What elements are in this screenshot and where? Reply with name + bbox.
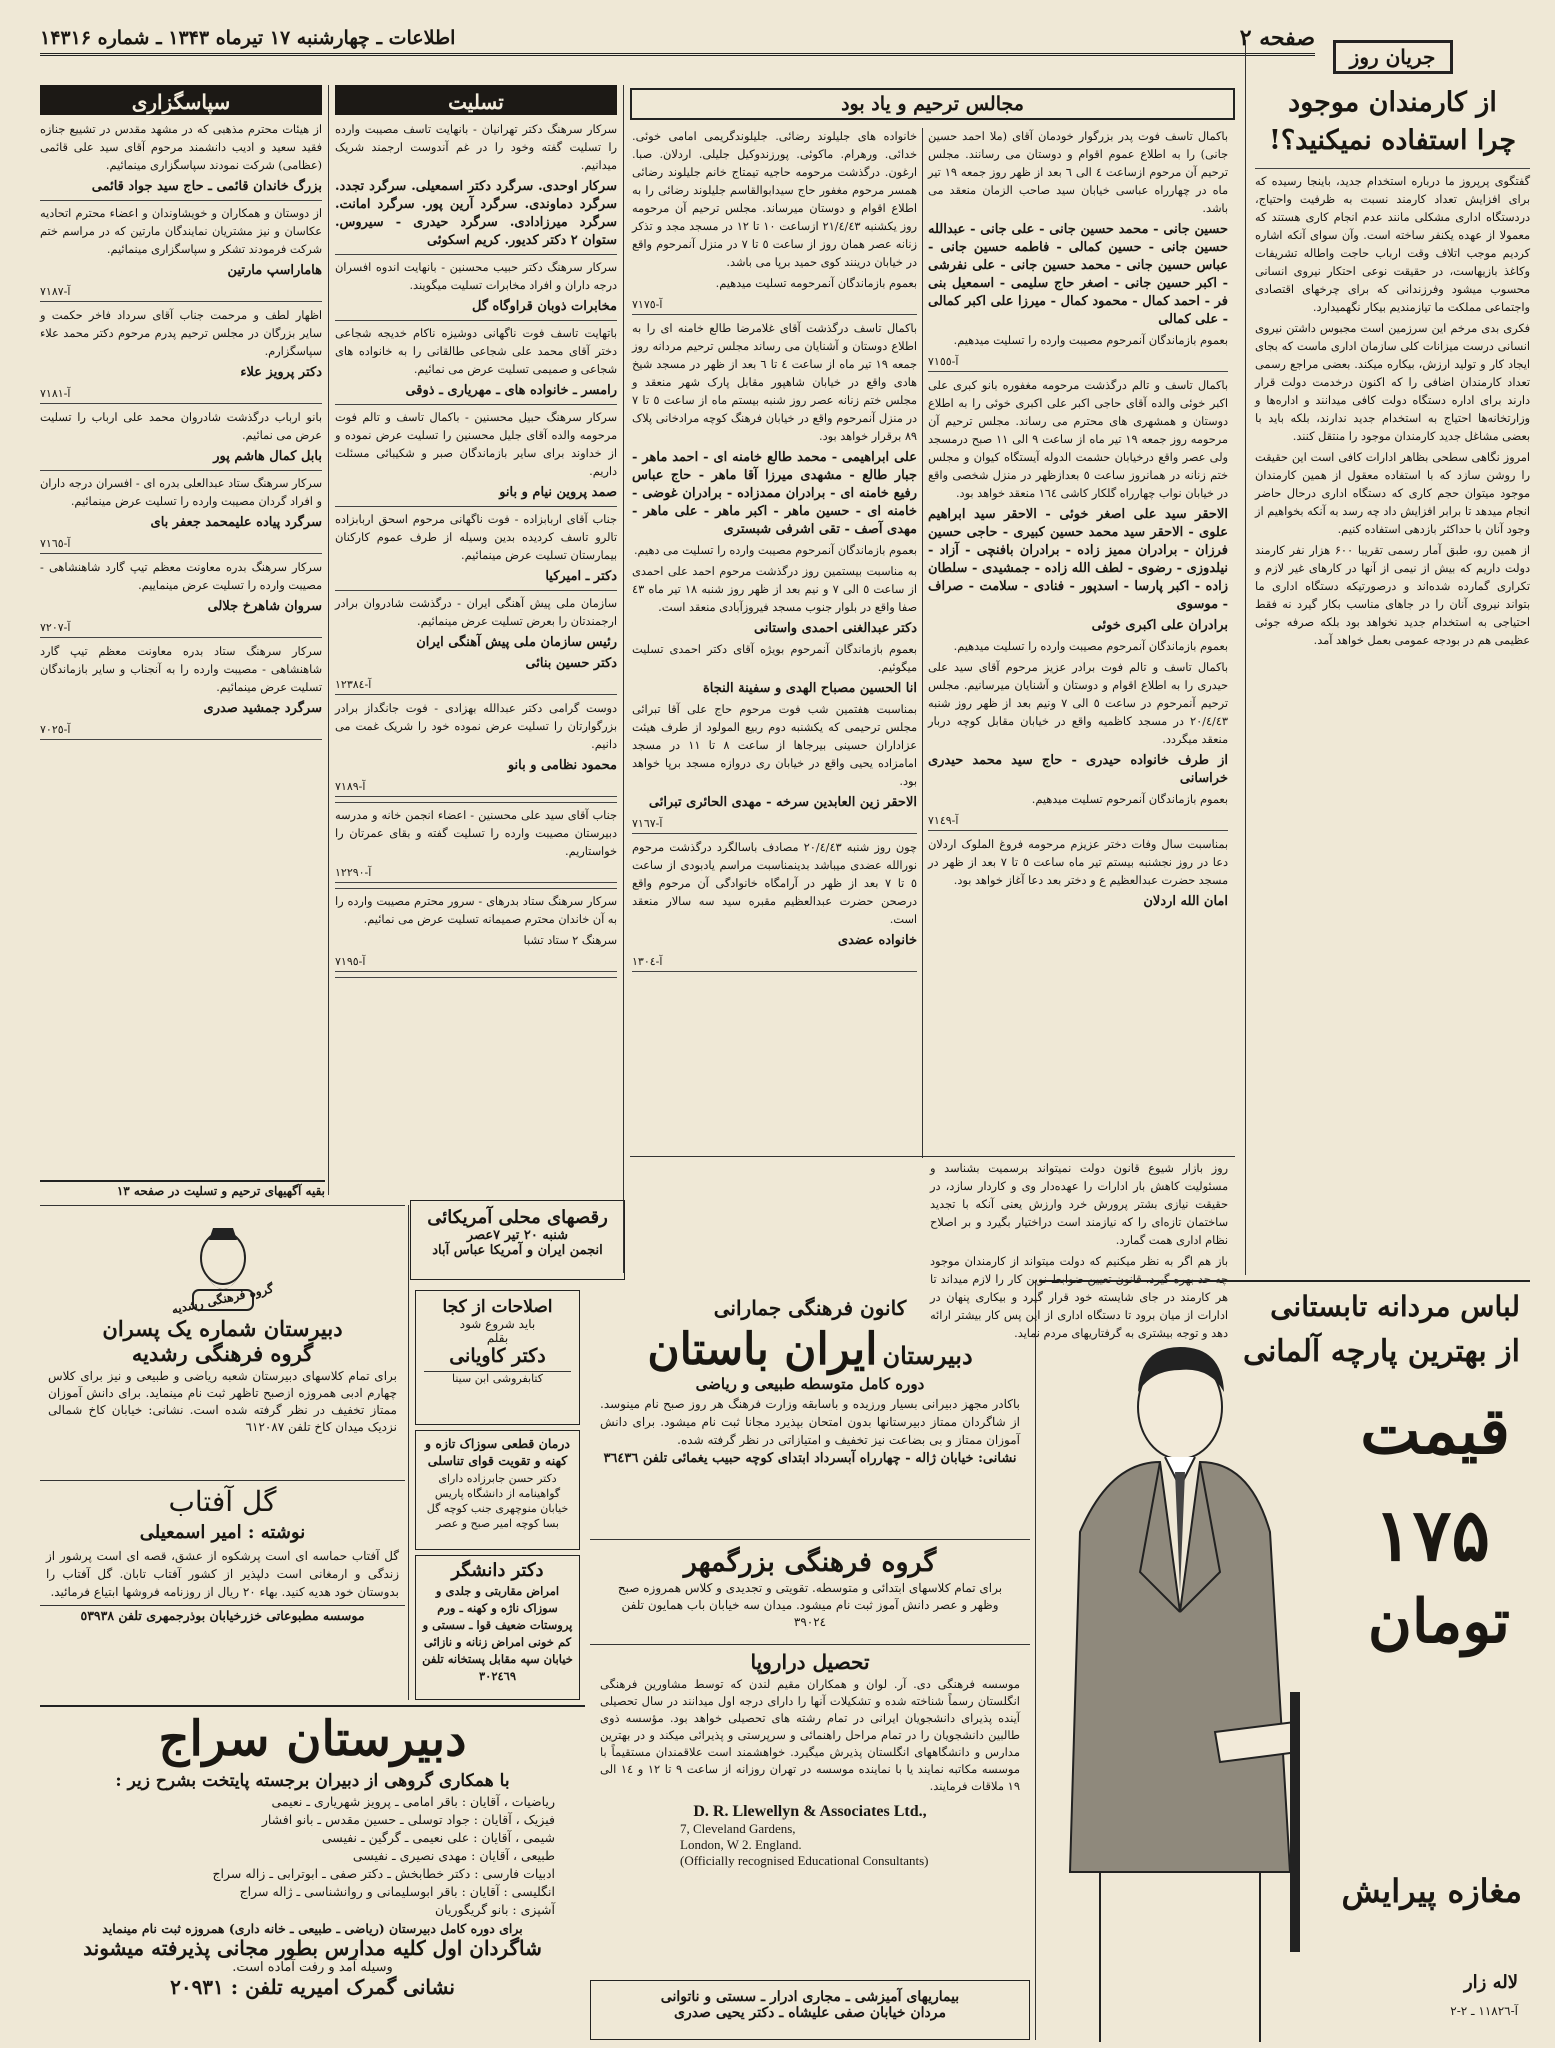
tasliat-item: صمد پروین نیام و بانو (499, 485, 617, 500)
sepas-footer: بقیه آگهیهای ترحیم و تسلیت در صفحه ۱۳ (40, 1180, 325, 1198)
ad-code: آ-٧٠٢٥ (40, 721, 322, 740)
seraj-b1: برای دوره کامل دبیرستان (ریاضی ـ طبیعی ـ خانه داری) همروزه ثبت نام مینماید (102, 1921, 523, 1936)
seraj-title: دبیرستان سراج (158, 1711, 467, 1767)
tasliat-item: سرکار سرهنگ ستاد بدرهای - سرور محترم مصیبت وارده را به آن خاندان محترم صمیمانه تسلیت عرض می نمائیم. (335, 895, 617, 926)
sepas-column (40, 85, 322, 1175)
divider (40, 470, 322, 471)
bozorgmehr-title: گروه فرهنگی بزرگمهر (683, 1547, 937, 1578)
gol-title: گل آفتاب (168, 1485, 277, 1518)
iranbastan-t1: کانون فرهنگی جمارانی (713, 1296, 907, 1320)
tasliat-item: جناب آقای سید علی محسنین - اعضاء انجمن خانه و مدرسه دبیرستان مصیبت وارده را تسلیت گفته و بقای عمرتان را خواستاریم. (335, 809, 617, 858)
safi-l2: مردان خیابان صفی علیشاه ـ دکتر یحیی صدری (673, 2005, 946, 2021)
tasliat-item: دکتر حسین بنائی (525, 656, 617, 671)
rule (328, 85, 329, 1195)
gol-author: نوشته : امیر اسمعیلی (139, 1522, 306, 1543)
tasliat-item: دکتر ـ امیرکیا (545, 569, 617, 584)
obit-item: برادران علی اکبری خوئی (1091, 618, 1228, 633)
tasliat-column (335, 85, 617, 1185)
roshdieh-body: برای تمام کلاسهای دبیرستان شعبه ریاضی و طبیعی و نیز برای کلاس چهارم ادبی همروزه ازصبح تاظهر ثبت نام مینماید. برای دانش آموزان ممتاز تخفیف در نظر گرفته شده است. نشانی: خیابان کاخ شمالی نزدیک میدان کاخ تلفن ٦١٢٠٨٧ (48, 1369, 397, 1434)
tasliat-item: سازمان ملی پیش آهنگی ایران - درگذشت شادروان برادر ارجمندتان را بعرض تسلیت عرض مینمائیم. (335, 597, 617, 628)
obit-item: به مناسبت بیستمین روز درگذشت مرحوم احمد علی احمدی از ساعت ٥ الی ٧ و نیم بعد از ظهر روز شنبه ١٨ تیر ماه ٤٣ صفا واقع در بلوار جنوب مسجد فیروزآبادی منعقد است. (632, 565, 917, 614)
obit-item: دکتر عبدالغنی احمدی واستانی (753, 621, 917, 636)
jarian-p4: از همین رو، طبق آمار رسمی تقریبا ۶۰۰ هزار نفر کارمند دولت داریم که بیش از نیمی از آنها در کارهای غیر لازم و تکراری گمارده شده‌اند و درصورتیکه دستگاه اداری ما بتواند نیروی آنان را در جاهای مناسب بکار گیرد نه فقط احتیاجی به استخدام جدید نخواهد بود بلکه صرفه جوئی عظیمی هم در بودجه عمومی بعمل خواهد آمد. (1255, 544, 1530, 647)
rule (623, 85, 624, 1273)
suit-t2: از بهترین پارچه آلمانی (1242, 1334, 1520, 1369)
roshdieh-title2: گروه فرهنگی رشدیه (131, 1341, 314, 1366)
tasliat-banner: تسلیت (335, 85, 617, 115)
sepas-item: بابل کمال هاشم پور (213, 449, 322, 464)
sepas-item: هاماراسپ مارتین (227, 263, 322, 278)
sepas-item: از هیئات محترم مذهبی که در مشهد مقدس در تشییع جنازه فقید سعید و ادیب دانشمند مرحوم آقای سید علی قائمی (عظامی) شرکت نمودند سپاسگزاری مینمائیم. (40, 123, 322, 172)
safi-doctor-ad (590, 1980, 1030, 2040)
ad-code: آ-٧١٤٩ (928, 812, 1228, 831)
seraj-teacher-line: ادبیات فارسی : دکتر خطابخش ـ دکتر صفی ـ ابوترابی ـ زاله سراج (212, 1866, 555, 1881)
jarian-p5: روز بازار شیوع قانون دولت نمیتواند برسمیت بشناسد و مسئولیت کاهش بار ادارات را عهده‌دار وی و کاردار سازد، در حقیقت نیازی بشتر پرورش خرد وارزش یعنی آنکه با تجدید ساختمان تازه‌ای را که نیازمند است دراختیار بگیرد و بر اصلاح نظام اداری همت گمارد. (930, 1162, 1228, 1247)
seraj-ad (40, 1705, 585, 2040)
urup-en2: 7, Cleveland Gardens, (680, 1821, 796, 1836)
seraj-teacher-line: ریاضیات ، آقایان : باقر امامی ـ پرویز شهریاری ـ نعیمی (271, 1794, 555, 1809)
divider (335, 320, 617, 321)
sepas-item: بانو ارباب درگذشت شادروان محمد علی ارباب را تسلیت عرض می نمائیم. (40, 411, 322, 442)
urup-en1: D. R. Llewellyn & Associates Ltd., (693, 1803, 927, 1820)
darman-body: دکتر حسن جابرزاده دارای گواهینامه از دانشگاه پاریس خیابان منوچهری جنب کوچه گل بسا کوچه امیر صبح و عصر (426, 1472, 569, 1530)
europe-study-ad (590, 1650, 1030, 1975)
obit-item: بمناسبت هفتمین شب فوت مرحوم حاج علی آقا تبرائی مجلس ترحیمی که یکشنبه دوم ربیع المولود از طرف هیئت عزاداران حسینی بیرجاها از ساعت ٨ تا ١١ در مسجد امامزاده یحیی واقع در خیابان ری دروازه مسجد برپا خواهد بود. (632, 703, 917, 788)
obit-item: بعموم بازماندگان آنمرحوم مصیبت وارده را تسلیت میدهیم. (953, 334, 1228, 347)
obit-item: علی ابراهیمی - محمد طالع خامنه ای - احمد ماهر - جبار طالع - مشهدی میرزا آقا ماهر - حاج عباس رفیع خامنه ای - برادران ممدزاده - برادران غوضی - خامنه ای - حسین ماهر - اکبر ماهر - علی ماهر - مهدی آصف - تقی اشرفی شبستری (632, 450, 917, 537)
eslahat-title: اصلاحات از کجا (442, 1297, 553, 1317)
jarian-title-1: از کارمندان موجود (1288, 87, 1497, 118)
rule (408, 1205, 409, 1700)
obit-item: باکمال تاسف و تالم درگذشت مرحومه مغفوره بانو کبری علی اکبر خوئی والده آقای حاجی اکبر علی اکبری خوئی را به اطلاع دوستان و همشهری های محترم می رساند. مجلس ترحیم آن مرحومه روز جمعه ١٩ تیر ماه از ساعت ٩ الی ١١ صبح درمسجد ولی عصر واقع درخیابان حشمت الدوله آیستگاه کیوان و مجلس ختم زنانه در همانروز ساعت ٥ بعدازظهر در منزل شخصی واقع در خیابان نواب چهارراه گلکار کاشی ١٦٤ منعقد خواهد بود. (928, 379, 1228, 500)
suit-ad (1040, 1280, 1530, 2040)
tasliat-item: باتهایت تاسف فوت ناگهانی دوشیزه ناکام خدیجه شجاعی دختر آقای محمد علی شجاعی طالقانی را به خانواده های شجاعی و صمیمی تسلیت عرض می نمائیم. (335, 327, 617, 376)
obit-item: بعموم بازماندگان آنمرحوم تسلیت میدهیم. (1031, 793, 1228, 806)
obit-item: الاحقر زین العابدین سرخه - مهدی الحائری تبرائی (648, 795, 917, 810)
sepas-item: دکتر پرویز علاء (240, 365, 322, 380)
ad-code: آ-٧١٧٥ (632, 296, 917, 315)
seraj-teacher-line: انگلیسی : آقایان : باقر ابوسلیمانی و روانشناسی ـ ژاله سراج (239, 1884, 555, 1899)
sepas-item: بزرگ خاندان قائمی ـ حاج سید جواد قائمی (91, 179, 322, 194)
raqs-ad (410, 1200, 625, 1280)
divider (335, 888, 617, 889)
obit-item: بعموم بازماندگان آنمرحوم بویژه آقای دکتر احمدی تسلیت میگوئیم. (632, 643, 917, 674)
man-in-suit-illustration-icon (1040, 1312, 1300, 2042)
obit-item: امان الله اردلان (1143, 894, 1228, 909)
tasliat-item: سرکار سرهنگ دکتر تهرانیان - بانهایت تاسف مصیبت وارده را تسلیت گفته وخود را در غم آندوست ارجمند شریک میدانیم. (335, 123, 617, 172)
seraj-teacher-line: فیزیک ، آقایان : جواد توسلی ـ حسین مقدس ـ بانو افشار (261, 1812, 555, 1827)
seraj-sub: با همکاری گروهی از دبیران برجسته پایتخت بشرح زیر : (115, 1771, 510, 1791)
ad-code: آ-٧١٩٥ (335, 953, 617, 972)
jarian-p6: باز هم اگر به نظر میکنیم که دولت میتواند از کارمندان موجود چه حد بهره گیرد، قانون تعیین ضوابط نوین کار را لازم میداند تا هر کارمند در جای شایسته خود قرار گیرد و بیکاری پنهان در ادارات از میان برود تا دستگاه اداری از این پس کار بیشتر ارائه دهد و توجه بیشتری به گرفتاریهای مردم نماید. (930, 1255, 1228, 1340)
urup-body: موسسه فرهنگی دی. آر. لوان و همکاران مقیم لندن که توسط مشاورین فرهنگی انگلستان رسماً شناخته شده و تشکیلات آنها را دارای درجه اول میدانند در سال تحصیلی آینده پذیرای دانشجویان ایرانی در تمام رشته های تحصیلی خواهد بود. مؤسسه ذوی طالبین دانشجویان را در تمام مراحل راهنمائی و سرپرستی و پذیرائی میکند و در بهترین مدارس و دانشگاههای انگلستان پذیرش میگیرد. خواهشمند است علاقمندان مستقیماً با موسسه مکاتبه نمایند یا با نماینده موسسه در تهران روزانه از ساعت ٩ تا ١٢ و ١٤ الی ١٩ ملاقات فرمایند. (600, 1677, 1020, 1793)
jarian-rooz-column (1255, 40, 1530, 1270)
tasliat-item: سرکار سرهنگ حبیل محسنین - باکمال تاسف و تالم فوت مرحومه والده آقای جلیل محسنین را تسلیت عرض نموده و از خداوند برای سایر بازماندگان صبر و شکیبائی مسئلت داریم. (335, 411, 617, 478)
eslahat-author: دکتر کاویانی (449, 1345, 546, 1367)
raqs-title: رقصهای محلی آمریکائی (427, 1207, 608, 1228)
jarian-continued (930, 1160, 1228, 1340)
jarian-box: جریان روز (1333, 40, 1453, 74)
tasliat-item: دوست گرامی دکتر عبدالله بهزادی - فوت جانگداز برادر بزرگوارتان را تسلیت عرض نموده خود را شریک غمت می دانیم. (335, 702, 617, 751)
obit-item: چون روز شنبه ٢٠/٤/٤٣ مصادف باسالگرد درگذشت مرحوم نورالله عضدی میباشد بدینمناسبت مراسم یادبودی از ساعت ٥ تا ٧ بعد از ظهر در آرامگاه خانوادگی آن مرحوم واقع درصحن حضرت عبدالعظیم مقبره سید سه سالار منعقد است. (632, 841, 917, 926)
iranbastan-addr: نشانی: خیابان ژاله - چهارراه آبسرداد ابتدای کوچه حبیب یغمائی تلفن ٣٦٤٣٦ (603, 1451, 1017, 1466)
obit-item: بعموم بازماندگان آنمرحوم مصیبت وارده را تسلیت می دهیم. (633, 544, 917, 557)
roshdieh-title1: دبیرستان شماره یک پسران (102, 1316, 343, 1341)
tasliat-item: سرکار اوحدی. سرگرد دکتر اسمعیلی. سرگرد تجدد. سرگرد دماوندی. سرگرد آرین پور. سرگرد امانت. سرگرد میرزادادی. سرگرد حیدری - سیروس. ستوان ۲ دکتر کدیور. کریم اسکوئی (335, 179, 617, 248)
divider (335, 506, 617, 507)
seraj-teacher-line: شیمی ، آقایان : علی نعیمی ـ گرگین ـ نفیسی (321, 1830, 555, 1845)
sepas-item: سرکار سرهنگ ستاد بدره معاونت معظم تیپ گارد شاهنشاهی - مصیبت وارده را به آنجناب و سایر بازماندگان تسلیت عرض مینمائیم. (40, 645, 322, 694)
sepas-item: سروان شاهرخ جلالی (207, 599, 322, 614)
divider (335, 977, 617, 978)
eslahat-by: بقلم (486, 1331, 509, 1345)
ad-code: آ-٧٢٠٧ (40, 619, 322, 638)
rule (1245, 40, 1246, 1275)
suit-store: مغازه پیرایش (1341, 1872, 1522, 1910)
ad-code: آ-٧١٦٧ (632, 815, 917, 834)
issue-date: اطلاعات ـ چهارشنبه ۱۷ تیرماه ۱۳۴۳ ـ شماره ۱۴۳۱۶ (40, 26, 456, 49)
obit-column-1 (928, 128, 1228, 1158)
seraj-b3: وسیله آمد و رفت آماده است. (232, 1960, 393, 1975)
roshdieh-logo: گروه فرهنگی رشدیه (170, 1281, 275, 1317)
iran-bastan-ad (590, 1290, 1030, 1540)
obit-item: باکمال تاسف فوت پدر بزرگوار خودمان آقای (ملا احمد حسین جانی) را به اطلاع عموم اقوام و دوستان می رسانند. مجلس ترحیم آن مرحوم ازساعت ٤ الی ٦ بعد از ظهر روز جمعه ١٩ تیر ماه در چهارراه عباسی خیابان سید صاحب الزمان منعقد می باشد. (928, 130, 1228, 215)
daneshgar-body: امراض مقاربتی و جلدی و سوزاک ناژه و کهنه ـ ورم پروستات ضعیف قوا ـ سستی و کم خونی امراض زنانه و نازائی خیابان سپه مقابل پستخانه تلفن ٣٠٢٤٦٩ (422, 1584, 573, 1683)
daneshgar-title: دکتر دانشگر (451, 1560, 544, 1581)
bozorgmehr-ad (590, 1545, 1030, 1645)
ad-code: آ-٧١٨٧ (40, 283, 322, 302)
ad-code: آ-١٢٣٨٤ (335, 676, 617, 695)
rule (1035, 1280, 1036, 2040)
raqs-org: انجمن ایران و آمریکا عباس آباد (432, 1243, 603, 1258)
divider (335, 802, 617, 803)
tasliat-item: رئیس سازمان ملی پیش آهنگی ایران (416, 635, 617, 650)
obit-item: باکمال تاسف درگذشت آقای غلامرضا طالع خامنه ای را به اطلاع دوستان و آشنایان می رساند مجلس ترحیم مردانه روز جمعه ١٩ تیر ماه از ساعت ٤ تا ٦ بعد از ظهر در مسجد شیخ هادی واقع در خیابان شاهپور مقابل پارک شهر منعقد و مجلس ختم زنانه عصر روز شنبه بیستم ماه از ساعت ٥ تا ٧ در منزل آنمرحوم واقع در خیابان فرهنگ کوچه مرادخانی پلاک ٨٩ برقرار خواهد بود. (632, 322, 917, 443)
suit-t3: قیمت (1360, 1394, 1510, 1469)
jarian-p3: امروز نگاهی سطحی بظاهر ادارات کافی است این حقیقت را روشن سازد که با استفاده معقول از همین کارمندان موجود میتوان حجم کاری که دستگاه اداری درحال حاضر انجام میدهد تا برابر افزایش داد چه رسد به آنکه بخواهیم از وجود آنان با حداکثر بازدهی استفاده کنیم. (1255, 451, 1530, 536)
sepas-item: سرکار سرهنگ بدره معاونت معظم تیپ گارد شاهنشاهی - مصیبت وارده را تسلیت عرض مینماییم. (40, 561, 322, 592)
rule (40, 1205, 405, 1206)
ad-code: آ-٧١٨١ (40, 385, 322, 404)
darman-title: درمان قطعی سوزاک تازه و کهنه و تقویت قوای تناسلی (425, 1436, 570, 1468)
sepas-item: سرکار سرهنگ ستاد عبدالعلی بدره ای - افسران درجه داران و افراد گردان مصیبت وارده را تسلیت عرض مینمائیم. (40, 477, 322, 508)
obit-item: از طرف خانواده حیدری - حاج سید محمد حیدری خراسانی (928, 753, 1228, 786)
tasliat-item: سرکار سرهنگ دکتر حبیب محسنین - بانهایت اندوه افسران درجه داران و افراد مخابرات تسلیت میگویند. (335, 261, 617, 292)
jarian-p1: گفتگوی پرپروز ما درباره استخدام جدید، باینجا رسیده که برای افزایش تعداد کارمند نسبت به ظرفیت واحتیاج، دردستگاه اداری مشکلی مانند عدم انجام کاری هستند که معمولا از عهده یکنفر ساخته است. وآن سوای آنکه اشاره کردیم موجب اتلاف وقت ارباب حاجت واطاله تشریفات وکاغذ بازیهاست، در حقیقت نوعی احتکار نیروی انسانی محسوب میشود وفرزندانی که برای چرخهای اقتصادی واجتماعی مملکت ما تیازمندیم بیکار نگهمیدارد. (1255, 175, 1530, 314)
page-number: صفحه ۲ (1239, 24, 1315, 51)
divider (335, 254, 617, 255)
divider (335, 404, 617, 405)
urup-en4: (Officially recognised Educational Consultants) (680, 1853, 929, 1868)
obit-item: حسین جانی - محمد حسین جانی - علی جانی - عبدالله حسین جانی - حسین کمالی - فاطمه حسین جانی - عباس حسین جانی - محمد حسین جانی - علی نفرشی - اکبر حسین جانی - اصغر حاج سلیمی - اسمعیل بنی فر - احمد کمال - محمود کمال - میرزا علی اکبر کمالی - علی کمالی (928, 222, 1228, 327)
suit-t5: تومان (1367, 1587, 1510, 1657)
rule (630, 1156, 1235, 1157)
obit-item: خانواده های جلیلوند رضائی. جلیلوندگریمی امامی خوئی. خدائی. ورهرام. ماکوئی. پورزندوکیل جلیلی. اردلان. صبا. ارغون. درگذشت مرحومه حاجیه تیمتاج خانم جلیلوند رضائی همسر مرحوم مغفور حاج سیدابوالقاسم جلیلوند رضائی را به اطلاع اقوام و دوستان میرساند. مجلس ترحیم آن مرحومه روز یکشنبه ٢١/٤/٤٣ ازساعت ١٠ تا ١٢ در مسجد مجد و تذکر زنانه عصر همان روز از ساعت ٥ تا ٧ در منزل آنمرحوم واقع در خیابان درینند کوی حمید برپا می باشد. (632, 130, 917, 269)
page-header (40, 22, 1315, 56)
seraj-teachers (40, 1791, 585, 1921)
tasliat-item: سرهنگ ۲ ستاد تشبا (523, 934, 617, 947)
sepas-banner: سپاسگزاری (40, 85, 322, 115)
rule (922, 128, 923, 1158)
suit-addr: لاله زار (1463, 1972, 1518, 1993)
seraj-teacher-line: آشپزی : بانو گریگوریان (435, 1902, 555, 1917)
obit-title: مجالس ترحیم و یاد بود (630, 88, 1235, 120)
suit-code: آ-١١٨٢٦ ـ ٢-٢ (1450, 2004, 1518, 2018)
obit-item: انا الحسین مصباح الهدی و سفینة النجاة (702, 681, 917, 696)
urup-en3: London, W 2. England. (680, 1837, 802, 1852)
jarian-title-2: چرا استفاده نمیکنید؟! (1268, 125, 1517, 156)
obit-item: خانواده عضدی (837, 933, 917, 948)
obit-item: بمناسبت سال وفات دختر عزیزم مرحومه فروغ الملوک اردلان دعا در روز نجشنبه بیستم تیر ماه ساعت ٥ تا ٧ بعد از ظهر در مسجد حضرت عبدالعظیم ع و دختر بعد دعا آغاز خواهد بود. (928, 838, 1228, 887)
raqs-sub: شنبه ٢٠ تیر ٧عصر (466, 1228, 569, 1243)
seraj-b2: شاگردان اول کلیه مدارس بطور مجانی پذیرفته میشوند (83, 1936, 542, 1960)
sepas-item: سرگرد پیاده علیمحمد جعفر بای (150, 515, 322, 530)
obit-item: الاحقر سید علی اصغر خوئی - الاحقر سید ابراهیم علوی - الاحقر سید محمد حسین کبیری - حاجی حسین فرزان - برادران ممیز زاده - برادران بافنچی - آزاد - نیلدوزی - رضوی - لطف الله زاده - جمشیدی - سلطان زاده - اکبر پارسا - اسدپور - فنادی - سلامت - صراف - موسوی (928, 507, 1228, 612)
gol-aftab-ad (40, 1480, 405, 1700)
sepas-item: از دوستان و همکاران و خویشاوندان و اعضاء محترم اتحادیه عکاسان و نیز مشتریان نمایندگان مارتین که در مراسم ختم شرکت فرمودند تشکر و سپاسگزاری مینمائیم. (40, 207, 322, 256)
tasliat-item: جناب آقای اربابزاده - فوت ناگهانی مرحوم اسحق اربابزاده تالرو تاسف کردیده بدین وسیله از طرف عموم کارکنان بیمارستان تسلیت عرض مینمائیم. (335, 513, 617, 562)
seraj-teacher-line: طبیعی ، آقایان : مهدی نصیری ـ نفیسی (352, 1848, 555, 1863)
divider (40, 200, 322, 201)
ad-code: آ-١٢٢٩٠ (335, 864, 617, 883)
eslahat-ad (415, 1290, 580, 1425)
tasliat-item: محمود نظامی و بانو (507, 758, 617, 773)
obit-item: باکمال تاسف و تالم فوت برادر عزیز مرحوم آقای سید علی حیدری را به اطلاع اقوام و دوستان و آشنایان میرسانیم. مجلس ترحیم آنمرحوم در ساعت ٥ الی ٧ ونیم بعد از ظهر روز شنبه ٢٠/٤/٤٣ در مسجد کاظمیه واقع در خیابان مقابل کوچه دربار منعقد میگردد. (928, 661, 1228, 746)
eslahat-sub: باید شروع شود (459, 1317, 536, 1331)
obit-item: بعموم بازماندگان آنمرحومه تسلیت میدهیم. (715, 277, 917, 290)
safi-l1: بیماریهای آمیزشی ـ مجاری ادرار ـ سستی و ناتوانی (660, 1989, 960, 2005)
daneshgar-ad (415, 1555, 580, 1700)
bozorgmehr-body: برای تمام کلاسهای ابتدائی و متوسطه. تقویتی و تجدیدی و کلاس همروزه صبح وظهر و عصر دانش آموز ثبت نام میشود. میدان سه خیابان باب همایون تلفن ٣٩٠٢٤ (617, 1581, 1003, 1629)
gol-body: گل آفتاب حماسه ای است پرشکوه از عشق، قصه ای است پرشور از زندگی و ارمغانی است دلپذیر از کشور آفتاب تابان. گل آفتاب را بدوستان خود هدیه کنید. بهاء ٢٠ ریال از روزنامه فروشها ابتیاع فرمائید. (46, 1549, 399, 1599)
ad-code: آ-٧١٥٥ (928, 353, 1228, 372)
tasliat-item: مخابرات ذوبان قراوگاه گل (472, 299, 617, 314)
seraj-addr: نشانی گمرک امیریه تلفن : ۲۰۹۳۱ (170, 1975, 455, 1999)
suit-t4: ۱۷۵ (1373, 1492, 1490, 1577)
roshdieh-ad (40, 1212, 405, 1477)
sepas-item: سرگرد جمشید صدری (203, 701, 322, 716)
gol-pub: موسسه مطبوعاتی خزرخیابان بوذرجمهری تلفن ٥٣٩٣٨ (40, 1605, 405, 1623)
tasliat-item: رامسر ـ خانواده های ـ مهریاری ـ ذوقی (405, 383, 617, 398)
jarian-p2: فکری بدی مرخم این سرزمین است مجبوس داشتن نیروی انسانی درست میزانات کلی سازمان اداری ماست که بجای ایجاد کار و تولید ارزش، بیکاره میکند. بعضی مراجع رسمی تعداد کارمندان اضافی را که اکنون درخدمت دولت قرار دارند برای اداره دستگاه دولت کافی میدانند و اداره‌ها و وزارتخانه‌ها احتیاج به استخدام جدید ندارند، بلکه باید با بعضی مشاغل جدید کارمندان موجود را منتقل کنند. (1255, 322, 1530, 443)
ad-code: آ-٧١٨٩ (335, 778, 617, 797)
obit-item: بعموم بازماندگان آنمرحوم مصیبت وارده را تسلیت میدهیم. (953, 640, 1228, 653)
suit-t1: لباس مردانه تابستانی (1270, 1290, 1520, 1323)
ad-code: آ-١٣٠٤ (632, 953, 917, 972)
eslahat-pub: کتابفروشی ابن سینا (424, 1371, 571, 1385)
iranbastan-t2a: دبیرستان (882, 1341, 973, 1370)
ad-code: آ-٧١٦٥ (40, 535, 322, 554)
divider (335, 590, 617, 591)
darman-ad (415, 1430, 580, 1550)
urup-title: تحصیل دراروپا (750, 1650, 870, 1674)
iranbastan-t2b: ایران باستان (647, 1324, 878, 1375)
iranbastan-sub: دوره کامل متوسطه طبیعی و ریاضی (695, 1375, 925, 1393)
obit-column-2 (632, 128, 917, 1158)
iranbastan-body: باکادر مجهز دبیرانی بسیار ورزیده و باسابقه وزارت فرهنگ هر روز صبح نام مینوسد. از شاگردان ممتاز دبیرستانها بدون امتحان بپذیرد مجانا ثبت نام میشود. برای دانش آموزان ممتاز و بی بضاعت نیز تخفیف و امتیازاتی در نظر گرفته شده. (600, 1397, 1020, 1447)
sepas-item: اظهار لطف و مرحمت جناب آقای سرداد فاخر حکمت و سایر بزرگان در مجلس ترحیم پدرم مرحوم دکتر محمد علاء سپاسگزارم. (40, 309, 322, 358)
